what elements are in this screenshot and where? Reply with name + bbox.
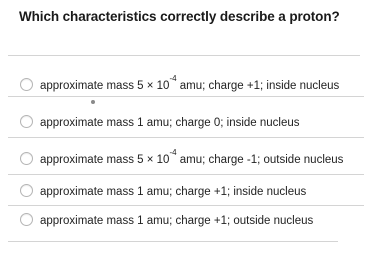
divider [8, 137, 364, 138]
answer-label: approximate mass $5 \times 10^{-4}$ amu; charge +1; inside nucleus [40, 73, 340, 92]
answer-option-3[interactable] [20, 147, 365, 169]
radio-button[interactable] [20, 78, 33, 91]
answer-option-4[interactable] [20, 179, 365, 201]
divider [8, 205, 364, 206]
answer-label: approximate mass 1 amu; charge 0; inside nucleus [40, 116, 300, 129]
answer-option-1[interactable] [20, 73, 365, 95]
radio-button[interactable] [20, 115, 33, 128]
answer-label: approximate mass 1 amu; charge +1; outside nucleus [40, 214, 314, 227]
divider [8, 174, 364, 175]
divider [8, 241, 338, 242]
question-text: Which characteristics correctly describe a proton? [19, 9, 340, 24]
answer-label: approximate mass 1 amu; charge +1; inside nucleus [40, 185, 307, 198]
radio-button[interactable] [20, 213, 33, 226]
answer-label: approximate mass $5 \times 10^{-4}$ amu; charge -1; outside nucleus [40, 147, 344, 166]
selection-dot [91, 100, 95, 104]
radio-button[interactable] [20, 184, 33, 197]
radio-button[interactable] [20, 152, 33, 165]
answer-option-5[interactable] [20, 208, 365, 230]
divider [8, 55, 360, 56]
answer-option-2[interactable] [20, 110, 365, 132]
divider [8, 96, 364, 97]
